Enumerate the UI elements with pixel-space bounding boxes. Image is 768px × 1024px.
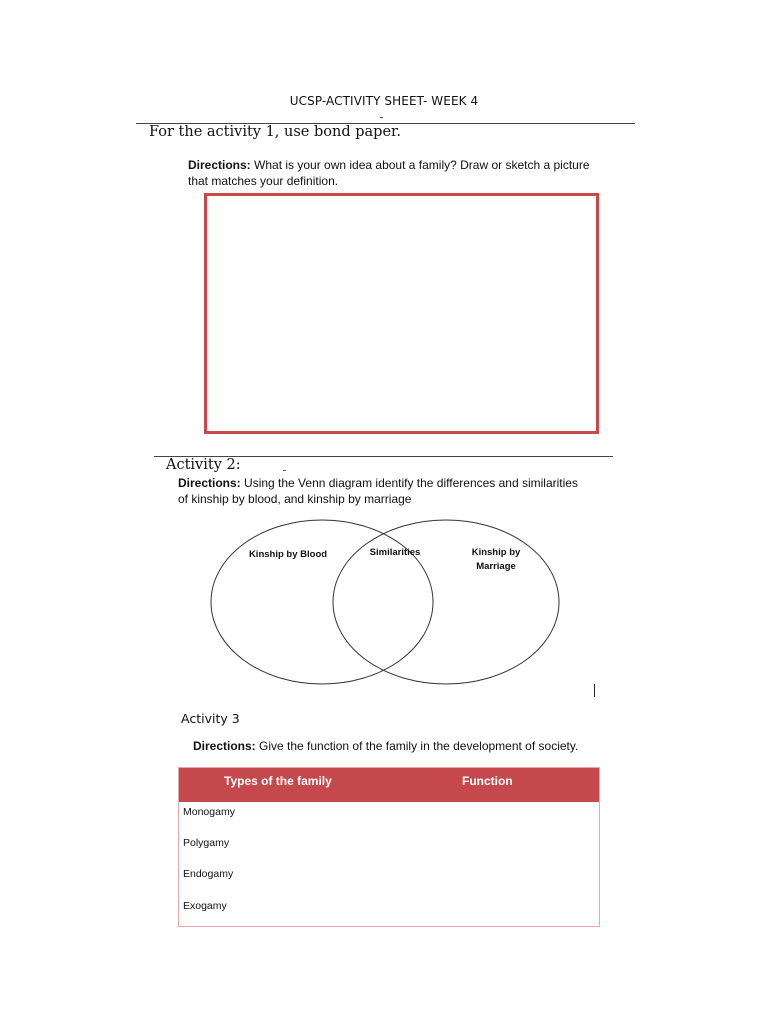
divider-mark <box>380 117 383 118</box>
activity2-directions <box>178 475 578 507</box>
table-header <box>179 768 599 802</box>
venn-right-label-line1: Kinship by <box>471 547 521 558</box>
text-cursor <box>594 684 595 697</box>
family-functions-table <box>178 767 600 927</box>
venn-diagram <box>200 515 570 695</box>
venn-center-label: Similarities <box>369 547 421 558</box>
drawing-box[interactable] <box>204 193 599 434</box>
activity3-directions-label: Directions: <box>193 739 256 753</box>
activity1-directions-label: Directions: <box>188 158 251 172</box>
venn-right-label-line2: Marriage <box>476 561 516 572</box>
venn-right-circle <box>333 520 559 684</box>
activity2-heading: Activity 2: <box>166 457 241 473</box>
activity3-directions-text: Give the function of the family in the development of society. <box>255 739 579 753</box>
activity1-heading: For the activity 1, use bond paper. <box>149 124 401 140</box>
table-header-function: Function <box>462 774 513 788</box>
activity2-directions-text: Using the Venn diagram identify the differences and similarities of kinship by blood, and kinship by marriage <box>178 476 578 506</box>
activity1-directions-text: What is your own idea about a family? Draw or sketch a picture that matches your definition. <box>188 158 590 188</box>
table-row-endogamy: Endogamy <box>183 868 234 880</box>
activity3-directions <box>193 738 593 754</box>
activity3-heading: Activity 3 <box>181 711 240 726</box>
venn-right-label <box>456 546 536 574</box>
table-row-monogamy: Monogamy <box>183 806 235 818</box>
activity2-directions-label: Directions: <box>178 476 241 490</box>
table-row-polygamy: Polygamy <box>183 837 230 849</box>
table-row-exogamy: Exogamy <box>183 900 227 912</box>
activity1-directions <box>188 157 608 189</box>
venn-left-circle <box>211 520 433 684</box>
table-header-types: Types of the family <box>224 774 332 788</box>
venn-left-label: Kinship by Blood <box>248 549 328 560</box>
heading-mark <box>283 470 286 471</box>
sheet-title: UCSP-ACTIVITY SHEET- WEEK 4 <box>289 94 479 108</box>
